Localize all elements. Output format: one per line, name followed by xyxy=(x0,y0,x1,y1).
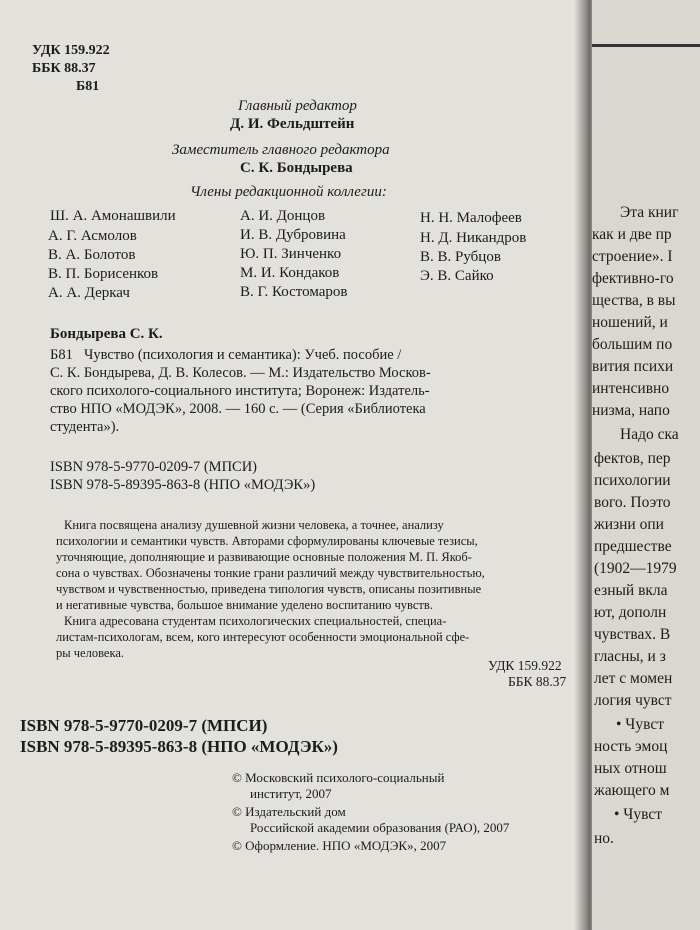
right-page-line: ношений, и xyxy=(592,314,668,331)
board-member: В. Г. Костомаров xyxy=(240,284,348,300)
catalog-isbn: ISBN 978-5-9770-0209-7 (МПСИ) xyxy=(50,459,258,475)
board-member: Ш. А. Амонашвили xyxy=(50,208,176,224)
board-member: В. А. Болотов xyxy=(48,247,136,263)
right-page-line: психологии xyxy=(594,472,671,489)
right-page-line: вого. Поэто xyxy=(594,494,671,511)
catalog-line: ского психолого-социального института; Воронеж: Издатель- xyxy=(50,383,430,399)
annotation-line: сона о чувствах. Обозначены тонкие грани различий между чувствительностью, xyxy=(56,566,485,580)
deputy-editor-name: С. К. Бондырева xyxy=(240,160,353,176)
right-page-line: щества, в вы xyxy=(592,292,676,309)
right-page-line: жизни опи xyxy=(594,516,664,533)
right-page-line: логия чувст xyxy=(594,692,672,709)
catalog-line: Чувство (психология и семантика): Учеб. пособие / xyxy=(84,347,402,363)
bbk-code: ББК 88.37 xyxy=(32,61,96,76)
board-member: Э. В. Сайко xyxy=(420,268,494,284)
board-member: Ю. П. Зинченко xyxy=(240,246,342,262)
isbn-primary: ISBN 978-5-9770-0209-7 (МПСИ) xyxy=(20,716,268,735)
board-member: В. П. Борисенков xyxy=(48,266,159,282)
udk-code: УДК 159.922 xyxy=(32,43,110,58)
copyright-line: © Оформление. НПО «МОДЭК», 2007 xyxy=(232,838,447,853)
board-member: Н. Н. Малофеев xyxy=(420,210,522,226)
chief-editor-name: Д. И. Фельдштейн xyxy=(230,116,355,132)
catalog-line: ство НПО «МОДЭК», 2008. — 160 с. — (Серия «Библиотека xyxy=(50,401,426,417)
copyright-line: © Издательский дом xyxy=(232,804,346,819)
board-member: М. И. Кондаков xyxy=(240,265,340,281)
annotation-udk: УДК 159.922 xyxy=(488,658,562,673)
copyright-line: © Московский психолого-социальный xyxy=(232,770,445,785)
right-page-line: Надо ска xyxy=(620,426,679,443)
right-page-line: интенсивно xyxy=(592,380,670,397)
annotation-line: Книга адресована студентам психологических специальностей, специа- xyxy=(64,614,447,628)
copyright-line: институт, 2007 xyxy=(250,786,332,801)
chief-editor-label: Главный редактор xyxy=(238,98,357,114)
copyright-line: Российской академии образования (РАО), 2007 xyxy=(250,820,510,835)
annotation-line: психологии и семантики чувств. Авторами сформулированы ключевые тезисы, xyxy=(56,534,478,548)
right-page-line: но. xyxy=(594,830,614,847)
right-page-line: как и две пр xyxy=(592,226,672,243)
annotation-line: ры человека. xyxy=(56,646,125,660)
header-rule xyxy=(592,44,700,47)
right-page-line: лет с момен xyxy=(594,670,673,687)
board-member: Н. Д. Никандров xyxy=(420,230,527,246)
right-page-line: жающего м xyxy=(594,782,670,799)
right-page-line: фективно-го xyxy=(592,270,674,287)
right-page xyxy=(592,0,700,930)
annotation-line: уточняющие, дополняющие и развивающие основные положения М. П. Якоб- xyxy=(56,550,472,564)
board-member: А. Г. Асмолов xyxy=(48,228,137,244)
right-page-line: строение». I xyxy=(592,248,673,265)
catalog-line: студента»). xyxy=(50,419,120,435)
right-page-line: • Чувст xyxy=(614,806,663,823)
deputy-editor-label: Заместитель главного редактора xyxy=(172,142,390,158)
right-page-line: езный вкла xyxy=(594,582,668,599)
author-mark: Б81 xyxy=(76,79,100,94)
catalog-author-heading: Бондырева С. К. xyxy=(50,326,163,342)
board-member: А. А. Деркач xyxy=(48,285,130,301)
annotation-line: и негативные чувства, большое внимание уделено воспитанию чувств. xyxy=(56,598,433,612)
right-page-line: низма, напо xyxy=(592,402,670,419)
right-page-line: ных отнош xyxy=(594,760,667,777)
right-page-line: фектов, пер xyxy=(594,450,671,467)
board-member: И. В. Дубровина xyxy=(240,227,346,243)
right-page-line: большим по xyxy=(592,336,673,353)
annotation-line: листам-психологам, всем, кого интересуют особенности эмоциональной сфе- xyxy=(56,630,470,644)
board-member: В. В. Рубцов xyxy=(420,249,501,265)
catalog-isbn: ISBN 978-5-89395-863-8 (НПО «МОДЭК») xyxy=(50,477,316,493)
right-page-line: чувствах. В xyxy=(594,626,671,643)
catalog-mark: Б81 xyxy=(50,347,73,363)
right-page-line: Эта книг xyxy=(620,204,679,221)
right-page-line: (1902—1979 xyxy=(594,560,677,577)
isbn-secondary: ISBN 978-5-89395-863-8 (НПО «МОДЭК») xyxy=(20,737,338,756)
board-label: Члены редакционной коллегии: xyxy=(190,184,387,200)
catalog-line: С. К. Бондырева, Д. В. Колесов. — М.: Издательство Москов- xyxy=(50,365,431,381)
right-page-line: вития психи xyxy=(592,358,674,375)
right-page-line: ют, дополн xyxy=(594,604,667,621)
right-page-line: гласны, и з xyxy=(594,648,666,665)
board-member: А. И. Донцов xyxy=(240,208,326,224)
right-page-line: ность эмоц xyxy=(594,738,668,755)
annotation-line: Книга посвящена анализу душевной жизни человека, а точнее, анализу xyxy=(64,518,444,532)
right-page-line: предшестве xyxy=(594,538,672,555)
annotation-bbk: ББК 88.37 xyxy=(508,674,567,689)
annotation-line: чувством и чувственностью, приведена типология чувств, описаны позитивные xyxy=(56,582,482,596)
right-page-line: • Чувст xyxy=(616,716,665,733)
